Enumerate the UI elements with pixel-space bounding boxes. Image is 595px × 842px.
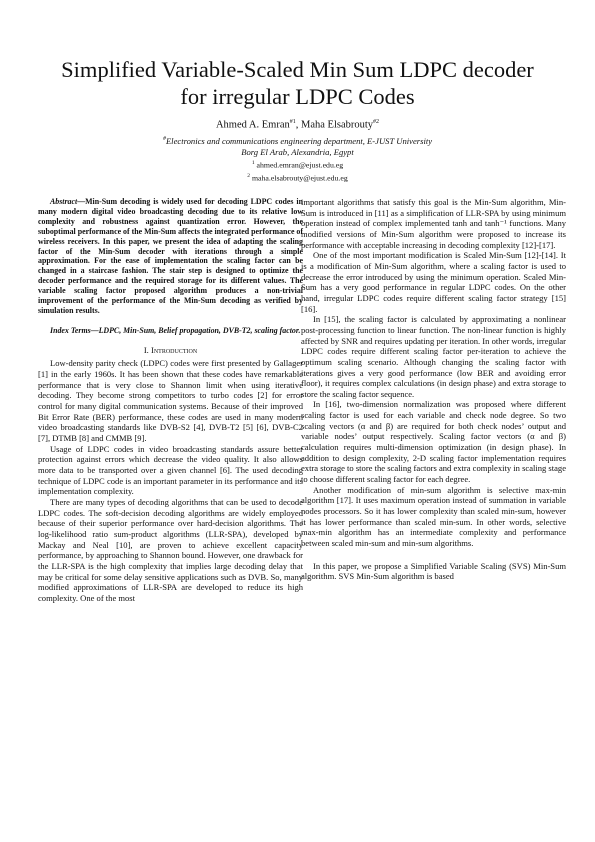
email-2-text: maha.elsabrouty@ejust.edu.eg — [250, 173, 348, 183]
abstract-label: Abstract — [50, 197, 78, 206]
abstract — [38, 197, 303, 316]
body-paragraph: In this paper, we propose a Simplified Variable Scaling (SVS) Min-Sum algorithm. SVS Min-Sum algorithm is based — [301, 560, 566, 582]
title-line-2: for irregular LDPC Codes — [180, 84, 415, 109]
affiliation — [30, 134, 565, 157]
index-terms-text: —LDPC, Min-Sum, Belief propagation, DVB-T2, scaling factor. — [90, 325, 301, 335]
affiliation-line-2: Borg El Arab, Alexandria, Egypt — [241, 146, 354, 157]
author-list — [30, 116, 565, 132]
author-name-2: Maha Elsabrouty — [301, 119, 374, 131]
title-line-1: Simplified Variable-Scaled Min Sum LDPC decoder — [61, 57, 534, 82]
email-2-superscript: 2 — [247, 173, 251, 179]
email-1-text: ahmed.emran@ejust.edu.eg — [254, 160, 344, 170]
body-paragraph: Another modification of min-sum algorithm is selective max-min algorithm [17]. It uses maximum operation instead of summation in variable nodes processors. So it has lower complexity than scaled min-sum, however it has lower performance than scaled min-sum. In other words, selective max-min algorithm has an intermediate complexity and performance between scaled min-sum and min-sum algorithms. — [301, 484, 566, 548]
body-paragraph: important algorithms that satisfy this goal is the Min-Sum algorithm, Min-Sum is introduced in [11] as a simplification of LLR-SPA by using minimum operation instead of complex implemented tanh and tanh⁻¹ functions. Many modified versions of Min-Sum algorithm were proposed to increase its performance with acceptable increasing in decoding complexity [12]-[17]. — [301, 197, 566, 250]
section-numeral: I. — [143, 344, 151, 355]
author-2-superscript: #2 — [373, 119, 380, 125]
author-separator: , — [295, 119, 301, 131]
paragraph-gap — [301, 549, 566, 561]
body-paragraph: In [16], two-dimension normalization was proposed where different scaling factor is used for each variable and check node degree. So two scaling vectors (α and β) are required for both check nodes’ output and variable nodes’ output respectively. Scaling factor vectors (α and β) calculation requires multi-dimension optimization (in design phase). In addition to design complexity, 2-D scaling factor implementation requires extra storage to store the scaling factors and extra complexity in scaling stage to choose different scaling factor for each degree. — [301, 399, 566, 485]
section-title: Introduction — [150, 344, 198, 355]
abstract-text: —Min-Sum decoding is widely used for decoding LDPC codes in many modern digital video broadcasting decoding due to its relative low complexity and robustness against quantization error. However, the suboptimal performance of the Min-Sum affects the integrated performance of wireless receivers. In this paper, we present the idea of adapting the scaling factor of the Min-Sum decoder with iterations through a simple approximation. For the ease of implementation the scaling factor can be changed in a staircase fashion. The stair step is designed to optimize the decoder performance and the required storage for its different values. The variable scaling factor proposed algorithm produces a non-trivial improvement of the performance of the Min-Sum decoding as verified by simulation results. — [38, 197, 303, 315]
author-1-superscript: #1 — [289, 119, 296, 125]
intro-paragraph: Usage of LDPC codes in video broadcasting standards assure better protection against errors which decrease the video quality. It also allows more data to be transported over a given channel [6]. The used decoding technique of LDPC code is an important parameter in its performance and its implementation complexity. — [38, 443, 303, 497]
right-column — [301, 197, 566, 582]
affiliation-line-1: Electronics and communications engineering department, E-JUST University — [165, 135, 433, 146]
section-heading-introduction — [38, 345, 303, 356]
body-paragraph: In [15], the scaling factor is calculated by approximating a nonlinear post-processing function to linear function. The non-linear function is highly affected by SNR and requires updating per iteration. In other words, irregular LDPC codes require different scaling factor per-iteration to achieve the optimum scaling scenario. Although changing the scaling factor with iterations gives a very good performance (low BER and avoiding error floor), it requires complex calculations (in design phase) and extra storage to store the scaling factor sequence. — [301, 314, 566, 399]
author-email-2 — [30, 171, 565, 184]
index-terms — [38, 326, 303, 336]
author-name-1: Ahmed A. Emran — [215, 119, 290, 131]
intro-paragraph: Low-density parity check (LDPC) codes were first presented by Gallager [1] in the early 1960s. It has been shown that these codes have remarkable performance that is very close to Shannon limit when using iterative decoding. They become strong competitors to turbo codes [2] for error control for many digital communication systems. Because of their improved Bit Error Rate (BER) performance, these codes are used in many modern video broadcasting standards like DVB-S2 [4], DVB-T2 [5] [6], DVB-C2 [7], DTMB [8] and CMMB [9]. — [38, 358, 303, 444]
author-email-1 — [30, 158, 565, 171]
left-column — [38, 197, 303, 604]
intro-paragraph: There are many types of decoding algorithms that can be used to decode LDPC codes. The soft-decision decoding algorithms are widely employed because of their superior performance over hard-decision algorithms. The log-likelihood ratio sum-product algorithms (LLR-SPA), developed by Mackay and Neal [10], are proven to achieve excellent capacity performance, by approaching to Shannon bound. However, one drawback for the LLR-SPA is the high complexity that implies large decoding delay that may be critical for some delay sensitive applications such as DVB. So, many modified approximations of LLR-SPA are developed to reduce its high complexity. One of the most — [38, 496, 303, 603]
email-1-superscript: 1 — [251, 160, 255, 166]
paper-title — [30, 56, 565, 110]
body-paragraph: One of the most important modification is Scaled Min-Sum [12]-[14]. It is a modification of Min-Sum algorithm, where a scaling factor is used to decrease the error introduced by using the minimum operation. Scaled Min-Sum has a very good performance in regular LDPC codes. On the other hand, irregular LDPC codes require different scaling factor strategy [15] [16]. — [301, 250, 566, 314]
index-terms-label: Index Terms — [50, 325, 91, 335]
affiliation-superscript: # — [162, 136, 166, 142]
